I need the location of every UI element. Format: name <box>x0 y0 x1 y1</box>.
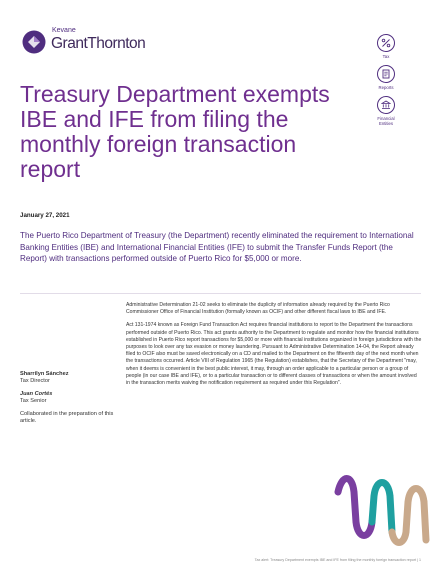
body-paragraph: Administrative Determination 21-02 seeks to eliminate the duplicity of information already required by the Puerto Rico Commissioner Office of Financial Institution (formally known as OCIF) and other different fiscal laws to IBE and IFE. <box>126 302 390 316</box>
logo-mark-icon <box>22 30 46 54</box>
topic-tax[interactable] <box>372 34 400 59</box>
section-divider <box>20 293 421 294</box>
report-icon <box>381 69 391 79</box>
decorative-ribbon-graphic <box>330 462 438 554</box>
topic-label: Tax <box>382 54 390 59</box>
topic-label: Reports <box>378 85 394 90</box>
author-block <box>20 371 114 385</box>
collaboration-note: Collaborated in the preparation of this article. <box>20 411 114 424</box>
publish-date: January 27, 2021 <box>20 212 70 219</box>
page-title: Treasury Department exempts IBE and IFE from filing the monthly foreign transaction report <box>20 81 330 182</box>
bank-icon <box>381 100 391 110</box>
lead-paragraph: The Puerto Rico Department of Treasury (the Department) recently eliminated the requirement to International Banking Entities (IBE) and International Financial Entities (IFE) to submit the Transfer Funds Report (the Report) with transactions performed outside of Puerto Rico for $5,000 or more. <box>20 231 414 264</box>
author-name: Juan Cortés <box>20 391 53 397</box>
topic-reports[interactable] <box>372 65 400 90</box>
author-block <box>20 391 114 405</box>
body-paragraph: Act 131-1974 known as Foreign Fund Transaction Act requires financial institutions to report to the Department the transactions performed outside of Puerto Rico. This act grants authority to the Department to regulate and monitor how the financial institutions established in Puerto Rico report transactions for $5,000 or more with financial institutions organized in foreign jurisdictions with the purposes to look over any tax evasion or money laundering. Pursuant to Administrative Determination 14-04, the Report already filed to OCIF also must be saved electronically on a CD and mailed to the Department on the fifteenth day of the next month when the transactions occurred. Article VIII of Regulation 1965 (the Regulation) establishes, that the Secretary of the Department "may, when it deems is convenient in the best public interest, it may, through an order applicable to a particular person or a group of people (in our case IBE and IFE), or to a particular transaction or to different classes of transactions or when the amount involved in the transaction merits waiving the notification requirement as required under this Regulation". <box>126 322 422 387</box>
author-name: Sharrilyn Sánchez <box>20 371 69 377</box>
topic-icons <box>372 34 400 132</box>
article-body <box>126 302 422 393</box>
author-role: Tax Senior <box>20 398 47 404</box>
grant-thornton-logo[interactable] <box>22 18 182 60</box>
author-role: Tax Director <box>20 378 50 384</box>
page-footer: Tax alert: Treasury Department exempts IBE and IFE from filing the monthly foreign transaction report | 1 <box>254 558 421 562</box>
author-column <box>20 371 114 425</box>
brand-kevane: Kevane <box>52 27 76 34</box>
topic-label: Financial Entities <box>377 116 395 126</box>
topic-financial-entities[interactable] <box>372 96 400 126</box>
percent-icon <box>381 38 391 48</box>
brand-grant-thornton: GrantThornton <box>51 35 146 52</box>
